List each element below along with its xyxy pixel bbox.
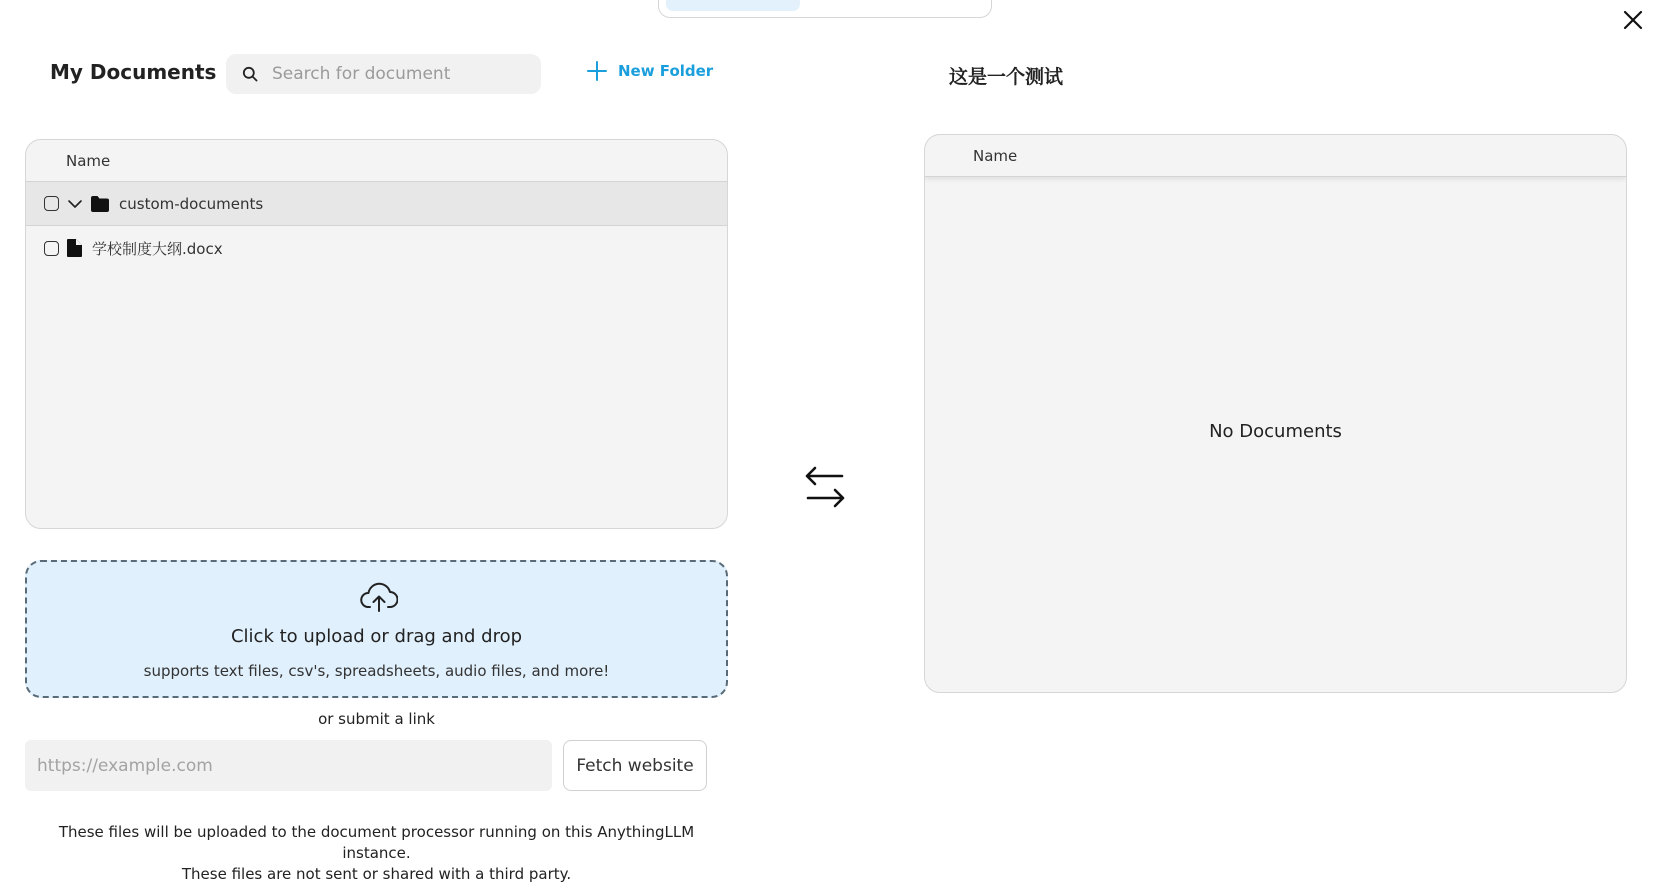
chevron-down-icon[interactable]: [67, 196, 83, 212]
search-box[interactable]: [226, 54, 541, 94]
table-row[interactable]: [26, 226, 727, 270]
upload-dropzone[interactable]: [25, 560, 728, 698]
workspace-documents-table: [924, 134, 1627, 693]
folder-label: custom-documents: [119, 194, 264, 213]
or-submit-link-label: or submit a link: [318, 710, 435, 728]
page-title: My Documents: [50, 60, 217, 84]
search-input[interactable]: [270, 60, 530, 88]
close-button[interactable]: [1620, 7, 1646, 33]
table-row[interactable]: [26, 182, 727, 226]
upload-disclaimer: [25, 822, 728, 885]
row-checkbox[interactable]: [44, 196, 59, 211]
empty-state-text: No Documents: [1209, 421, 1342, 442]
plus-icon: [586, 60, 608, 82]
table-header: [925, 135, 1626, 177]
url-input[interactable]: [25, 740, 552, 791]
top-tab-bar: [658, 0, 992, 18]
search-icon: [242, 66, 258, 82]
top-tab-active[interactable]: [666, 0, 800, 11]
column-name-header: Name: [973, 146, 1018, 165]
disclaimer-line-1: These files will be uploaded to the document processor running on this AnythingLLM instance.: [58, 823, 695, 862]
disclaimer-line-2: These files are not sent or shared with a third party.: [181, 865, 572, 883]
upload-title: Click to upload or drag and drop: [230, 626, 523, 647]
folder-icon: [91, 196, 109, 212]
workspace-title: 这是一个测试: [949, 66, 1064, 88]
new-folder-button[interactable]: [586, 60, 713, 82]
file-icon: [67, 239, 82, 257]
new-folder-label: New Folder: [618, 62, 714, 80]
documents-table: [25, 139, 728, 529]
close-icon: [1622, 9, 1644, 31]
cloud-upload-icon: [360, 582, 398, 612]
swap-arrows-icon[interactable]: [804, 466, 846, 508]
fetch-website-button[interactable]: Fetch website: [563, 740, 707, 791]
row-checkbox[interactable]: [44, 241, 59, 256]
file-label: 学校制度大纲.docx: [92, 239, 223, 258]
table-header: [26, 140, 727, 182]
column-name-header: Name: [66, 151, 111, 170]
upload-subtitle: supports text files, csv's, spreadsheets, audio files, and more!: [143, 662, 610, 680]
